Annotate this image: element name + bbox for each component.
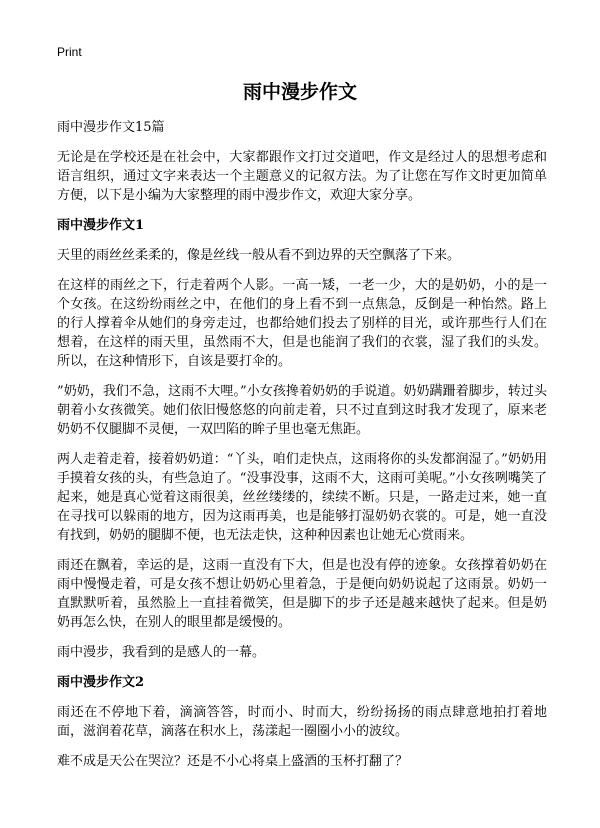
intro-paragraph: 无论是在学校还是在社会中，大家都跟作文打过交道吧，作文是经过人的思想考虑和语言组织，通过文字来表达一个主题意义的记叙方法。为了让您在写作文时更加简单方便，以下是小编为大家整理的雨中漫步作文，欢迎大家分享。 bbox=[57, 150, 547, 203]
essay-1-heading: 雨中漫步作文1 bbox=[57, 218, 145, 233]
print-link[interactable]: Print bbox=[57, 45, 82, 59]
article-subtitle: 雨中漫步作文15篇 bbox=[57, 120, 165, 135]
essay-2-heading: 雨中漫步作文2 bbox=[57, 675, 145, 690]
essay-1-paragraph-6: 雨中漫步，我看到的是感人的一幕。 bbox=[57, 645, 266, 660]
essay-1-paragraph-1: 天里的雨丝丝柔柔的，像是丝线一般从看不到边界的天空飘落了下来。 bbox=[57, 248, 461, 263]
article-body bbox=[57, 118, 547, 782]
essay-2-paragraph-1: 雨还在不停地下着，滴滴答答，时而小、时而大，纷纷扬扬的雨点肆意地拍打着地面，滋润着花草，滴落在积水上，荡漾起一圈圈小小的波纹。 bbox=[57, 705, 547, 739]
essay-1-paragraph-3: ”奶奶，我们不急，这雨不大哩。”小女孩搀着奶奶的手说道。奶奶蹒跚着脚步，转过头朝着小女孩微笑。她们依旧慢悠悠的向前走着，只不过直到这时我才发现了，原来老奶奶不仅腿脚不灵便，一双凹陷的眸子里也毫无焦距。 bbox=[57, 384, 547, 437]
essay-1-paragraph-4: 两人走着走着，接着奶奶道：“丫头，咱们走快点，这雨将你的头发都润湿了。”奶奶用手摸着女孩的头，有些急迫了。“没事没事，这雨不大，这雨可美呢。”小女孩咧嘴笑了起来，她是真心觉着这雨很美，丝丝缕缕的，续续不断。只是，一路走过来，她一直在寻找可以躲雨的地方，因为这雨再美，也是能够打湿奶奶衣裳的。可是，她一直没有找到，奶奶的腿脚不便，也无法走快，这种种因素也让她无心赏雨来。 bbox=[57, 452, 547, 543]
essay-1-paragraph-5: 雨还在飘着，幸运的是，这雨一直没有下大，但是也没有停的迹象。女孩撑着奶奶在雨中慢慢走着，可是女孩不想让奶奶心里着急，于是便向奶奶说起了这雨景。奶奶一直默默听着，虽然脸上一直挂着微笑，但是脚下的步子还是越来越快了起来。但是奶奶再怎么快，在别人的眼里都是缓慢的。 bbox=[57, 558, 547, 630]
page-title: 雨中漫步作文 bbox=[242, 81, 357, 103]
essay-1-paragraph-2: 在这样的雨丝之下，行走着两个人影。一高一矮，一老一少，大的是奶奶，小的是一个女孩。在这纷纷雨丝之中，在他们的身上看不到一点焦急，反倒是一种怡然。路上的行人撑着伞从她们的身旁走过，也都给她们投去了别样的目光，或许那些行人们在想着，在这样的雨天里，虽然雨不大，但是也能润了我们的衣裳，湿了我们的头发。所以，在这种情形下，自该是要打伞的。 bbox=[57, 278, 547, 369]
essay-2-paragraph-2: 难不成是天公在哭泣？还是不小心将桌上盛酒的玉杯打翻了？ bbox=[57, 754, 409, 769]
